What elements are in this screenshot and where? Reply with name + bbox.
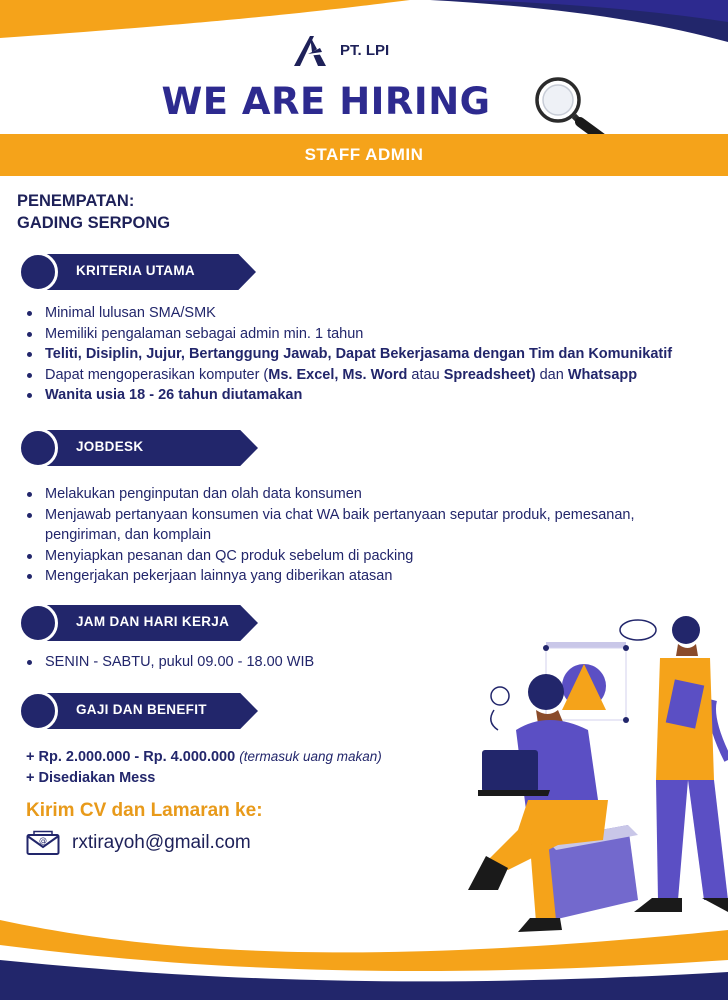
apply-label: Kirim CV dan Lamaran ke: xyxy=(26,800,263,821)
list-item: Menjawab pertanyaan konsumen via chat WA baik pertanyaan seputar produk, pemesanan, pengiriman, dan komplain xyxy=(18,505,698,546)
list-item xyxy=(18,365,672,386)
section-circle xyxy=(18,428,58,468)
section-bar xyxy=(36,430,258,466)
list-item: Wanita usia 18 - 26 tahun diutamakan xyxy=(18,385,672,406)
kriteria-list xyxy=(18,303,672,406)
position-banner xyxy=(0,134,728,176)
email-address[interactable]: rxtirayoh@gmail.com xyxy=(72,832,251,853)
email-row[interactable] xyxy=(26,830,251,856)
text-segment-bold: Whatsapp xyxy=(567,366,638,383)
text-segment: Dapat mengoperasikan komputer ( xyxy=(45,366,269,383)
section-header-jobdesk xyxy=(18,428,258,468)
svg-text:@: @ xyxy=(39,836,47,845)
list-item: Melakukan penginputan dan olah data konsumen xyxy=(18,484,698,505)
text-segment: atau xyxy=(407,366,444,383)
section-header-jam xyxy=(18,603,258,643)
list-item: Mengerjakan pekerjaan lainnya yang diberikan atasan xyxy=(18,566,698,587)
section-title: JOBDESK xyxy=(76,439,144,454)
salary-benefit xyxy=(26,746,382,789)
benefit-line xyxy=(26,768,382,789)
placement-label: PENEMPATAN: xyxy=(17,192,135,210)
headline xyxy=(0,80,728,123)
section-circle xyxy=(18,252,58,292)
section-title: JAM DAN HARI KERJA xyxy=(76,614,230,629)
bottom-wave-decoration xyxy=(0,890,728,1000)
list-item: Memiliki pengalaman sebagai admin min. 1 tahun xyxy=(18,324,672,345)
list-item: Minimal lulusan SMA/SMK xyxy=(18,303,672,324)
text-segment-bold: Ms. Excel, Ms. Word xyxy=(268,366,408,383)
section-header-kriteria xyxy=(18,252,258,292)
jam-list xyxy=(18,652,314,673)
company-name: PT. LPI xyxy=(340,41,390,59)
list-item: SENIN - SABTU, pukul 09.00 - 18.00 WIB xyxy=(18,652,314,673)
list-item: Menyiapkan pesanan dan QC produk sebelum di packing xyxy=(18,546,698,567)
salary-note: (termasuk uang makan) xyxy=(239,749,382,764)
headline-text: WE ARE HIRING xyxy=(161,80,491,123)
section-circle xyxy=(18,603,58,643)
text-segment-bold: Spreadsheet) xyxy=(443,366,536,383)
section-circle xyxy=(18,691,58,731)
salary-line xyxy=(26,746,382,768)
text-segment: dan xyxy=(535,366,568,383)
company-logo xyxy=(292,32,389,68)
jobdesk-list xyxy=(18,484,698,587)
section-title: KRITERIA UTAMA xyxy=(76,263,195,278)
logo-mark-icon xyxy=(292,32,332,68)
salary-range: + Rp. 2.000.000 - Rp. 4.000.000 xyxy=(26,749,236,765)
placement-value: GADING SERPONG xyxy=(17,214,171,232)
placement xyxy=(17,190,170,234)
benefit-text: + Disediakan Mess xyxy=(26,770,156,786)
email-envelope-icon xyxy=(26,830,60,856)
position-title: STAFF ADMIN xyxy=(304,145,424,164)
section-header-gaji xyxy=(18,691,258,731)
section-title: GAJI DAN BENEFIT xyxy=(76,702,207,717)
list-item: Teliti, Disiplin, Jujur, Bertanggung Jawab, Dapat Bekerjasama dengan Tim dan Komunikatif xyxy=(18,344,672,365)
